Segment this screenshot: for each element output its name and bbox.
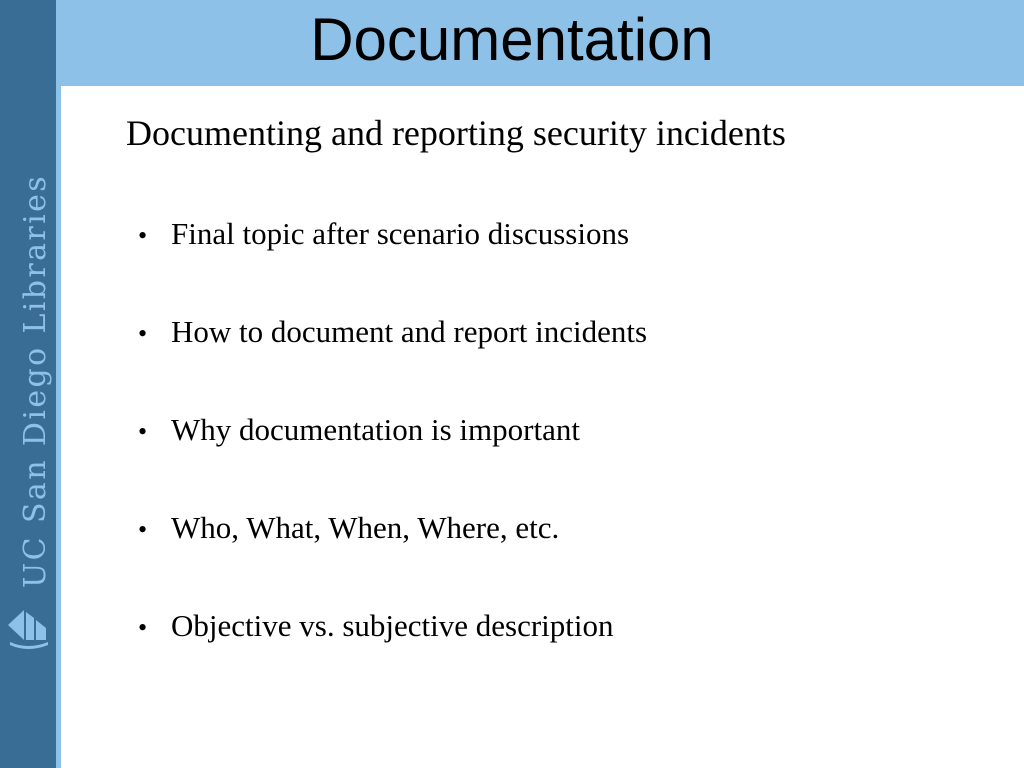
bullet-text: Objective vs. subjective description	[171, 608, 614, 643]
bullet-text: Who, What, When, Where, etc.	[171, 510, 560, 545]
bullet-list	[138, 210, 647, 700]
sidebar-library-name: UC San Diego Libraries	[18, 173, 53, 588]
bullet-text: Why documentation is important	[171, 412, 580, 447]
bullet-item	[138, 308, 647, 406]
bullet-text: How to document and report incidents	[171, 314, 648, 349]
sidebar-edge-stripe	[56, 0, 61, 768]
slide-subtitle: Documenting and reporting security incidents	[126, 113, 786, 153]
bullet-glyph: •	[138, 417, 148, 446]
uc-san-diego-sail-logo-icon	[8, 610, 48, 649]
bullet-glyph: •	[138, 613, 148, 642]
bullet-item	[138, 406, 647, 504]
slide-title: Documentation	[310, 6, 714, 73]
bullet-item	[138, 504, 647, 602]
bullet-item	[138, 210, 647, 308]
bullet-glyph: •	[138, 221, 148, 250]
bullet-glyph: •	[138, 515, 148, 544]
bullet-text: Final topic after scenario discussions	[171, 216, 630, 251]
sidebar-branding	[0, 0, 56, 768]
bullet-item	[138, 602, 647, 700]
bullet-glyph: •	[138, 319, 148, 348]
